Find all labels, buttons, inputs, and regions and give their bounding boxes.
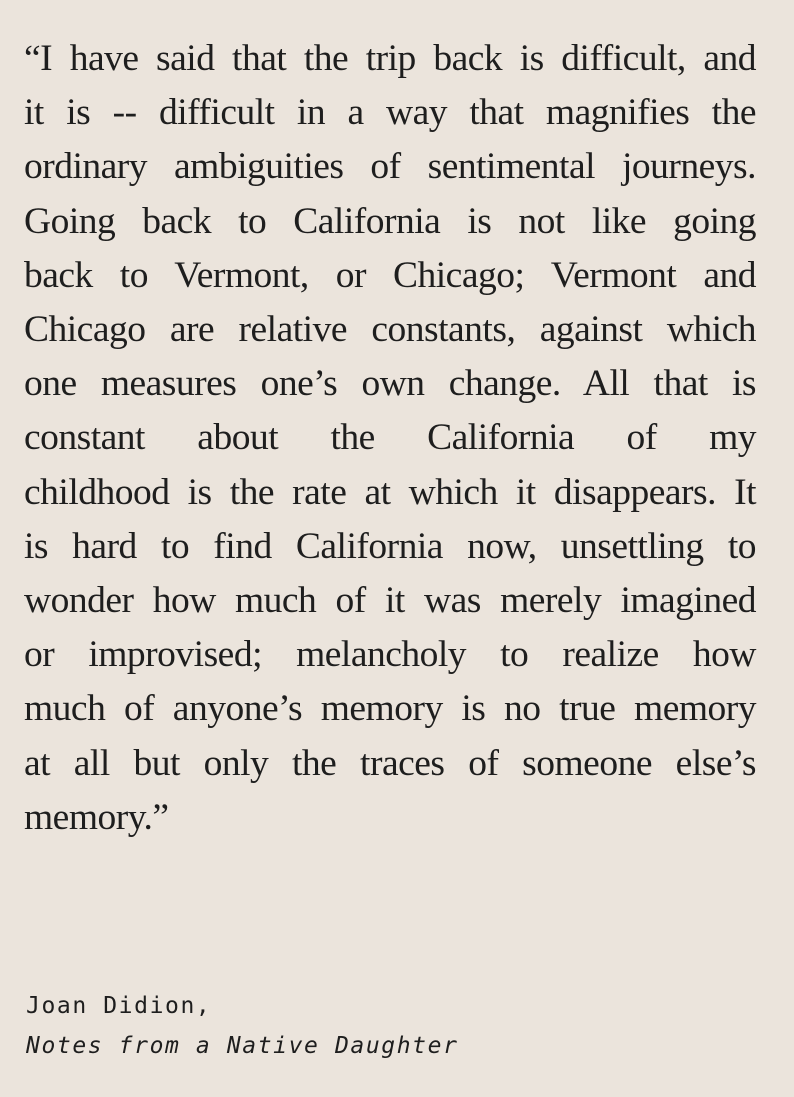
quote-line: wonder how much of it was merely imagined (24, 580, 756, 622)
quote-line: constant about the California of my (24, 417, 756, 459)
quote-line: one measures one’s own change. All that is (24, 363, 756, 405)
quote-line: ordinary ambiguities of sentimental journeys. (24, 146, 756, 188)
quote-line: at all but only the traces of someone else’s (24, 742, 756, 784)
quote-line: back to Vermont, or Chicago; Vermont and (24, 254, 756, 296)
quote-line: is hard to find California now, unsettling to (24, 525, 756, 567)
quote-line: or improvised; melancholy to realize how (24, 634, 756, 676)
quote-line: memory.” (24, 796, 169, 838)
author-name: Joan Didion, (26, 993, 212, 1019)
quote-line: it is -- difficult in a way that magnifies the (24, 92, 756, 134)
quote-line: childhood is the rate at which it disappears. It (24, 471, 756, 513)
quote-line: “I have said that the trip back is difficult, and (24, 38, 756, 79)
work-title: Notes from a Native Daughter (26, 1033, 459, 1059)
quote-line: Going back to California is not like going (24, 200, 756, 242)
quote-line: much of anyone’s memory is no true memory (24, 688, 756, 730)
attribution (26, 986, 726, 1066)
quote-line: Chicago are relative constants, against which (24, 309, 756, 351)
quote-text (24, 32, 756, 845)
